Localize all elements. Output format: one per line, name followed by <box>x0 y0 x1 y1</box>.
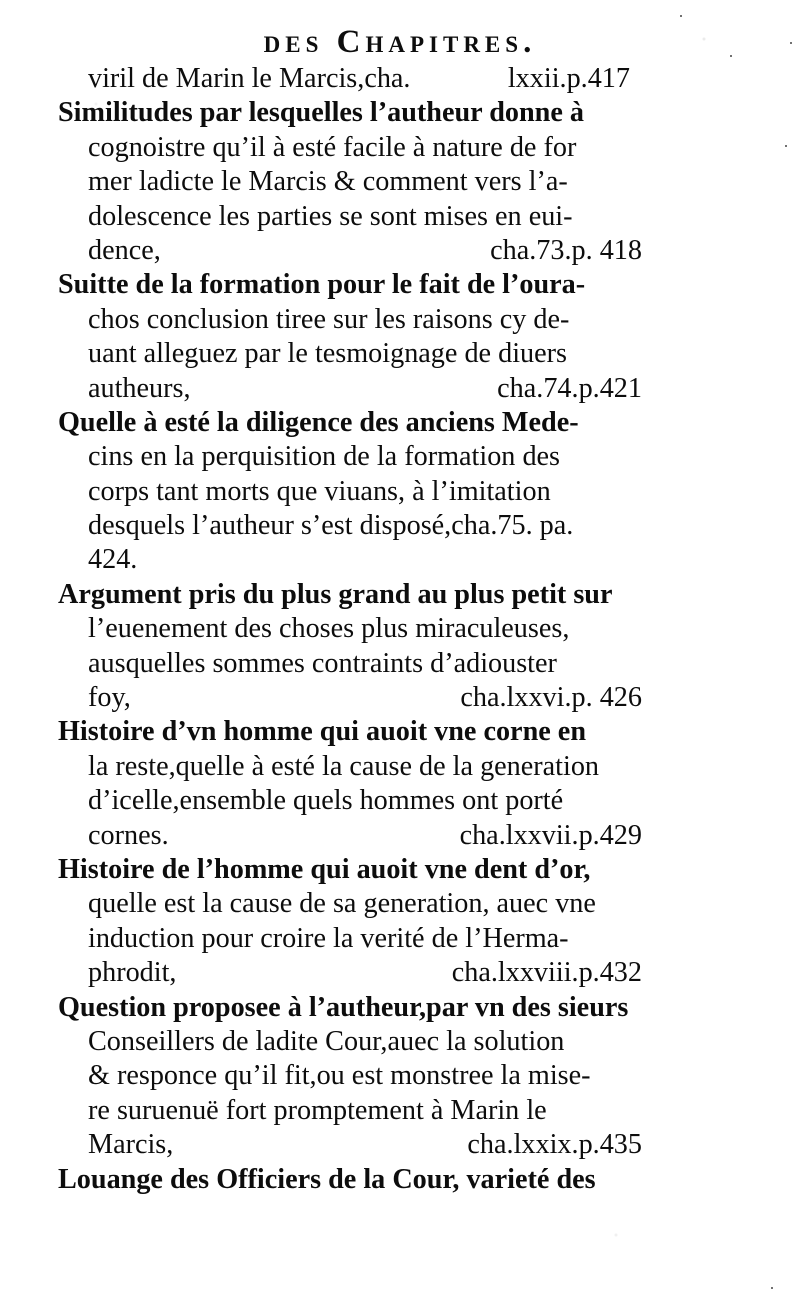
toc-entry-text: dolescence les parties se sont mises en eui- <box>88 200 573 232</box>
toc-entry <box>58 853 642 991</box>
toc-entry-text: autheurs, <box>88 372 191 404</box>
chapter-page-reference: cha.73.p. 418 <box>490 234 642 266</box>
toc-entry-text: cognoistre qu’il à esté facile à nature de for <box>88 131 577 163</box>
toc-entry-text: mer ladicte le Marcis & comment vers l’a- <box>88 166 568 198</box>
toc-entry-text: induction pour croire la verité de l’Herma- <box>88 922 569 954</box>
toc-entry-final-line <box>58 681 642 715</box>
paper-speck <box>771 1287 773 1289</box>
chapter-page-reference: cha.lxxix.p.435 <box>467 1129 642 1161</box>
toc-entry-continuation-line <box>58 131 642 165</box>
toc-entry-final-line <box>58 234 642 268</box>
toc-entry-text: l’euenement des choses plus miraculeuses, <box>88 613 570 645</box>
toc-entry-text: dence, <box>88 234 161 266</box>
toc-entry-continuation-line <box>58 1025 642 1059</box>
toc-entry-continuation-line <box>58 647 642 681</box>
toc-entry-title-line <box>58 991 642 1025</box>
toc-entry-text: Histoire d’vn homme qui auoit vne corne en <box>58 716 586 748</box>
paper-speck <box>730 55 732 57</box>
table-of-contents-text <box>58 62 642 1197</box>
toc-entry-continuation-line <box>58 200 642 234</box>
toc-entry-text: Marcis, <box>88 1129 174 1161</box>
toc-entry-text: chos conclusion tiree sur les raisons cy de- <box>88 303 570 335</box>
toc-entry-final-line <box>58 1128 642 1162</box>
toc-entry-text: desquels l’autheur s’est disposé,cha.75. pa. <box>88 510 574 542</box>
toc-entry-continuation-line <box>58 509 642 543</box>
toc-entry-text: foy, <box>88 682 131 714</box>
toc-entry-continuation-line <box>58 1059 642 1093</box>
chapter-page-reference: cha.lxxviii.p.432 <box>451 957 642 989</box>
toc-entry-continuation-line <box>58 440 642 474</box>
toc-entry-text: Quelle à esté la diligence des anciens Mede- <box>58 406 579 438</box>
chapter-page-reference: cha.74.p.421 <box>497 372 642 404</box>
toc-entry-continuation-line <box>58 784 642 818</box>
toc-entry-text: Histoire de l’homme qui auoit vne dent d’or, <box>58 853 591 885</box>
toc-entry-text: viril de Marin le Marcis,cha. <box>88 63 411 94</box>
toc-entry-continuation-line <box>58 1094 642 1128</box>
toc-entry-continuation-line <box>58 887 642 921</box>
toc-entry-continuation-line <box>58 165 642 199</box>
toc-entry <box>58 268 642 406</box>
toc-entry-text: re suruenuë fort promptement à Marin le <box>88 1094 547 1126</box>
toc-entry-text: 424. <box>88 544 138 576</box>
toc-entry-text: Argument pris du plus grand au plus petit sur <box>58 578 613 610</box>
toc-entry-continuation-line <box>58 475 642 509</box>
toc-entry-title-line <box>58 715 642 749</box>
toc-entry <box>58 62 642 96</box>
chapter-page-reference: cha.lxxvi.p. 426 <box>460 682 642 714</box>
chapter-page-reference: cha.lxxvii.p.429 <box>459 819 642 851</box>
toc-entry <box>58 96 642 268</box>
toc-entry-continuation-line <box>58 303 642 337</box>
toc-entry-text: Conseillers de ladite Cour,auec la solution <box>88 1025 565 1057</box>
toc-entry <box>58 991 642 1163</box>
toc-entry-title-line <box>58 96 642 130</box>
chapter-page-reference: lxxii.p.417 <box>507 63 630 94</box>
toc-entry-continuation-line <box>58 922 642 956</box>
toc-entry-continuation-line <box>58 337 642 371</box>
toc-entry-text: ausquelles sommes contraints d’adiouster <box>88 647 557 679</box>
toc-entry-title-line <box>58 1163 642 1197</box>
toc-entry-final-line <box>58 956 642 990</box>
toc-entry-text: Suitte de la formation pour le fait de l’oura- <box>58 269 586 301</box>
toc-entry-text: uant alleguez par le tesmoignage de diuers <box>88 338 567 370</box>
toc-entry-title-line <box>58 853 642 887</box>
toc-entry <box>58 715 642 853</box>
toc-entry-continuation-line <box>58 543 642 577</box>
paper-speck <box>790 42 792 44</box>
toc-entry-final-line <box>58 819 642 853</box>
toc-entry-text: la reste,quelle à esté la cause de la generation <box>88 750 600 782</box>
toc-entry-text: corps tant morts que viuans, à l’imitation <box>88 475 551 507</box>
toc-entry-continuation-line <box>58 612 642 646</box>
toc-entry-continued-line <box>58 62 642 96</box>
paper-speck <box>680 15 682 17</box>
toc-entry-continuation-line <box>58 750 642 784</box>
toc-entry-title-line <box>58 578 642 612</box>
toc-entry-title-line <box>58 268 642 302</box>
toc-entry <box>58 406 642 578</box>
toc-entry-text: Louange des Officiers de la Cour, varieté des <box>58 1163 596 1195</box>
toc-entry-text: quelle est la cause de sa generation, auec vne <box>88 888 596 920</box>
toc-entry-final-line <box>58 372 642 406</box>
running-head: des Chapitres. <box>263 24 537 60</box>
toc-entry-text: phrodit, <box>88 957 177 989</box>
toc-entry <box>58 578 642 716</box>
paper-speck <box>785 145 787 147</box>
toc-entry-text: d’icelle,ensemble quels hommes ont porté <box>88 785 564 817</box>
toc-entry <box>58 1163 642 1197</box>
toc-entry-text: cornes. <box>88 819 169 851</box>
toc-entry-text: Question proposee à l’autheur,par vn des sieurs <box>58 991 629 1023</box>
toc-entry-text: Similitudes par lesquelles l’autheur donne à <box>58 97 584 129</box>
toc-entry-title-line <box>58 406 642 440</box>
toc-entry-text: & responce qu’il fit,ou est monstree la mise- <box>88 1060 591 1092</box>
toc-entry-text: cins en la perquisition de la formation des <box>88 441 561 473</box>
